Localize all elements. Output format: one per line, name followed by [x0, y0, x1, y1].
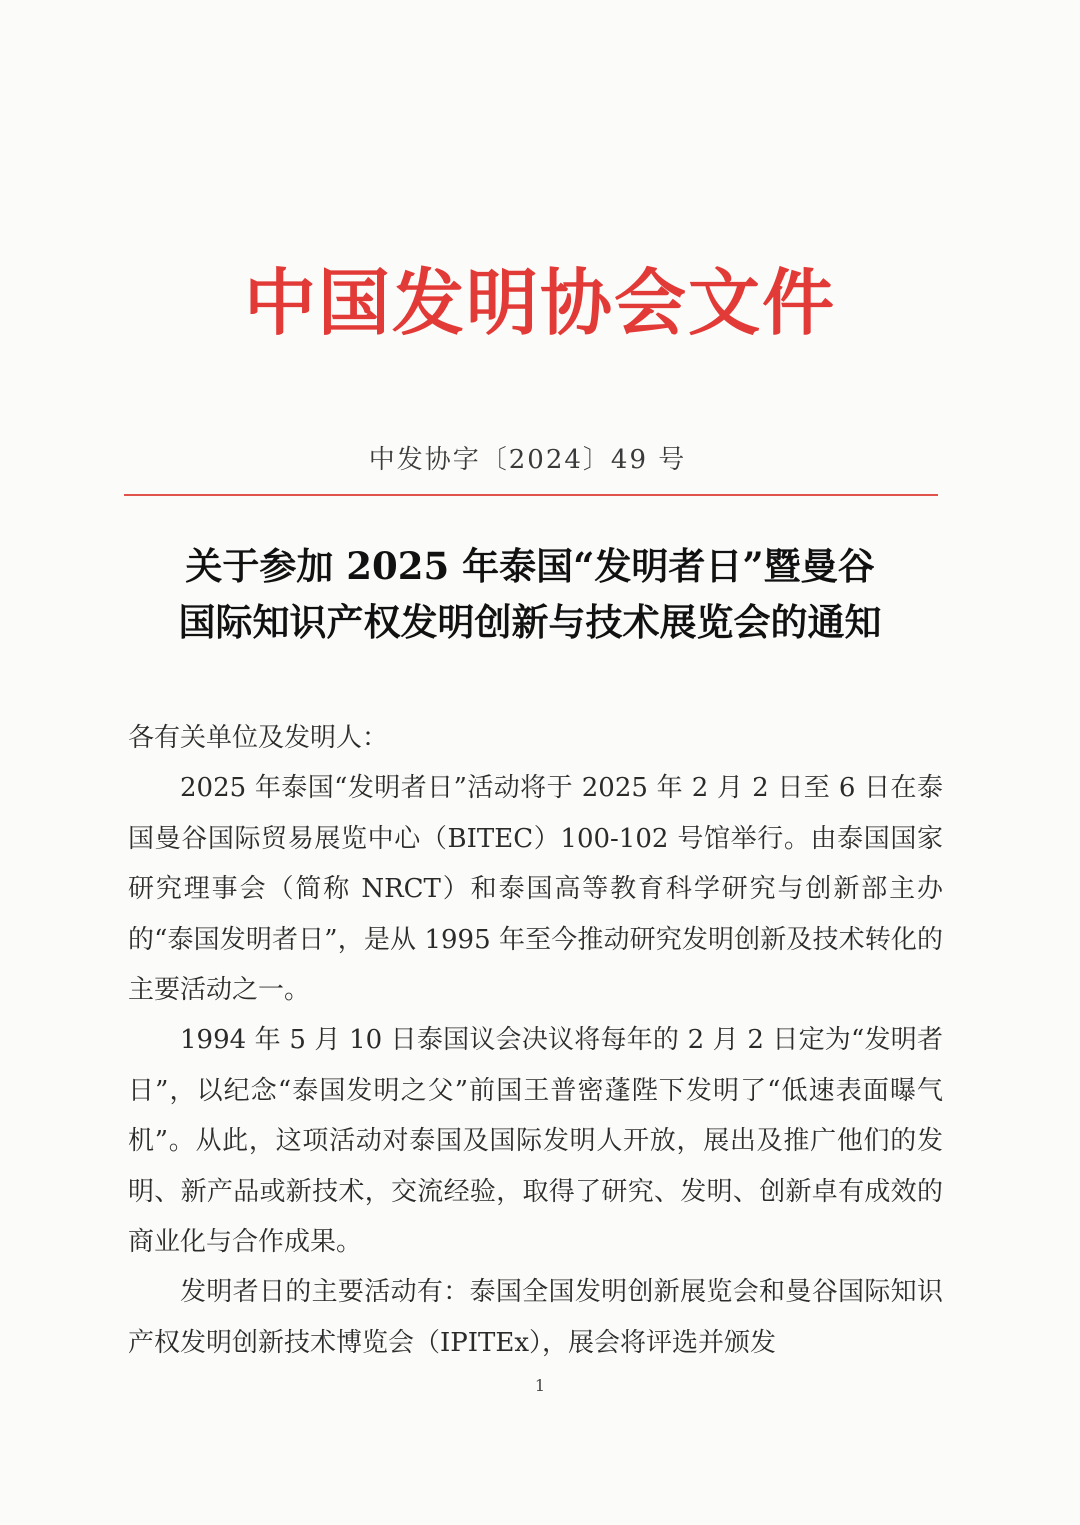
notice-title-line-2: 国际知识产权发明创新与技术展览会的通知 [178, 600, 882, 644]
paragraph-event-info: 2025 年泰国“发明者日”活动将于 2025 年 2 月 2 日至 6 日在泰国曼谷国际贸易展览中心（BITEC）100-102 号馆举行。由泰国国家研究理事会（简称 NRCT）和泰国高等教育科学研究与创新部主办的“泰国发明者日”，是从 1995 年至今推动研究发明创新及技术转化的主要活动之一。 [128, 773, 943, 1006]
document-number: 中发协字〔2024〕49 号 [368, 445, 687, 475]
notice-title [110, 538, 950, 650]
paragraph-history: 1994 年 5 月 10 日泰国议会决议将每年的 2 月 2 日定为“发明者日”，以纪念“泰国发明之父”前国王普密蓬陛下发明了“低速表面曝气机”。从此，这项活动对泰国及国际发明人开放，展出及推广他们的发明、新产品或新技术，交流经验，取得了研究、发明、创新卓有成效的商业化与合作成果。 [128, 1025, 943, 1258]
red-divider-line [124, 494, 938, 496]
notice-body [128, 713, 943, 1368]
page-number: 1 [534, 1376, 546, 1395]
notice-title-line-1: 关于参加 2025 年泰国“发明者日”暨曼谷 [185, 544, 875, 588]
paragraph-main-activities: 发明者日的主要活动有：泰国全国发明创新展览会和曼谷国际知识产权发明创新技术博览会（IPITEx），展会将评选并颁发 [128, 1277, 943, 1358]
salutation: 各有关单位及发明人： [128, 723, 389, 753]
letterhead-title: 中国发明协会文件 [243, 261, 836, 345]
